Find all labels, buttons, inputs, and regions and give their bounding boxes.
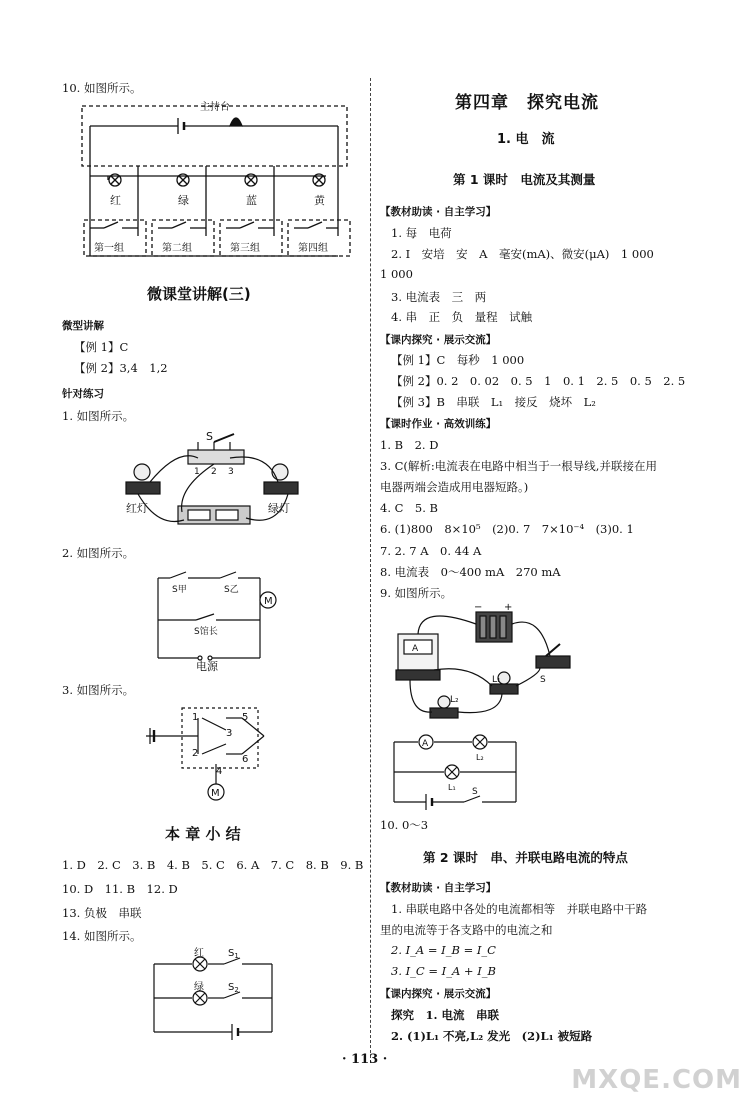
fig14-s2-sub: 2 (234, 986, 239, 994)
fig14-s2-main: S (228, 982, 235, 993)
fig9-minus: − (474, 602, 483, 613)
example-r3: 【例 3】B 串联 L₁ 接反 烧坏 L₂ (391, 395, 596, 409)
fig14-s2 (228, 982, 239, 994)
q10-label: 10. 如图所示。 (62, 81, 142, 95)
fig3-num-6: 6 (242, 754, 249, 765)
figure-practice-3 (146, 704, 276, 802)
fig10-color-3: 黄 (314, 194, 325, 207)
tag-in-class-1: 【课内探究 · 展示交流】 (380, 334, 497, 346)
fig1-num-3: 3 (228, 467, 234, 477)
homework-9: 9. 如图所示。 (380, 586, 453, 600)
fig9-plus: + (504, 602, 513, 613)
tag-self-study-1: 【教材助读 · 自主学习】 (380, 206, 497, 218)
fig2-motor: M (264, 596, 273, 607)
fig10-color-1: 绿 (178, 194, 189, 207)
column-divider (370, 78, 371, 1063)
fig9-ammeter: A (412, 644, 419, 654)
fig10-group-3: 第四组 (298, 243, 328, 254)
fig3-num-3: 3 (226, 728, 233, 739)
fig14-s1-sub: 1 (234, 952, 239, 960)
summary-line-1: 1. D 2. C 3. B 4. B 5. C 6. A 7. C 8. B 9. B (62, 858, 364, 872)
homework-4: 4. C 5. B (380, 501, 439, 515)
fig2-s1: S甲 (172, 585, 187, 595)
explore-2: 2. (1)L₁ 不亮,L₂ 发光 (2)L₁ 被短路 (391, 1029, 593, 1043)
section-title: 1. 电 流 (497, 132, 555, 147)
summary-line-3: 13. 负极 串联 (62, 906, 142, 920)
lesson-2-title: 第 2 课时 串、并联电路电流的特点 (423, 850, 628, 865)
practice-2: 2. 如图所示。 (62, 546, 135, 560)
micro-lecture-title: 微课堂讲解(三) (147, 285, 251, 303)
summary-line-4: 14. 如图所示。 (62, 929, 142, 943)
explore-1: 探究 1. 电流 串联 (391, 1008, 500, 1022)
homework-10: 10. 0～3 (380, 818, 429, 832)
practice-heading: 针对练习 (62, 388, 104, 400)
fig3-num-5: 5 (242, 712, 249, 723)
fig9b-l2: L₂ (476, 753, 484, 762)
tag-in-class-2: 【课内探究 · 展示交流】 (380, 988, 497, 1000)
tag-self-study-2: 【教材助读 · 自主学习】 (380, 882, 497, 894)
fig10-color-0: 红 (110, 194, 121, 207)
fig9-l1: L₁ (492, 675, 501, 685)
figure-q10-circuit (70, 96, 360, 266)
summary-line-2: 10. D 11. B 12. D (62, 882, 178, 896)
fig2-source: 电源 (196, 660, 218, 673)
example-r2: 【例 2】0. 2 0. 02 0. 5 1 0. 1 2. 5 0. 5 2. 5 (391, 374, 686, 388)
fig3-num-2: 2 (192, 748, 199, 759)
fig10-group-0: 第一组 (94, 243, 124, 254)
example-1: 【例 1】C (74, 340, 129, 354)
lesson-1-title: 第 1 课时 电流及其测量 (453, 172, 596, 187)
homework-7: 7. 2. 7 A 0. 44 A (380, 544, 482, 558)
fig9b-l1: L₁ (448, 783, 456, 792)
homework-8: 8. 电流表 0～400 mA 270 mA (380, 565, 561, 579)
fig3-num-1: 1 (192, 712, 199, 723)
fig14-green: 绿 (194, 982, 204, 993)
fig3-num-4: 4 (216, 766, 223, 777)
homework-3a: 3. C(解析:电流表在电路中相当于一根导线,并联接在用 (380, 459, 657, 473)
fig10-color-2: 蓝 (246, 194, 257, 207)
chapter-title: 第四章 探究电流 (455, 93, 599, 113)
fig9-s: S (540, 675, 546, 685)
figure-practice-1 (118, 428, 318, 536)
answer-2-1b: 里的电流等于各支路中的电流之和 (380, 923, 553, 937)
micro-heading: 微型讲解 (62, 320, 104, 332)
answer-2-2: 2. I_A = I_B = I_C (391, 943, 496, 957)
homework-3b: 电器两端会造成用电器短路。) (380, 480, 529, 494)
answer-1-1: 1. 每 电荷 (391, 226, 452, 240)
page-number: · 113 · (342, 1052, 388, 1067)
tag-homework-1: 【课时作业 · 高效训练】 (380, 418, 497, 430)
figure-practice-2 (130, 570, 290, 673)
fig14-red: 红 (194, 948, 204, 959)
fig9-l2: L₂ (450, 695, 459, 705)
fig9b-ammeter: A (422, 739, 429, 749)
fig1-s-label: S (206, 430, 213, 443)
watermark-logo: MXQE.COM (571, 1065, 742, 1095)
fig1-num-2: 2 (211, 467, 217, 477)
fig10-group-2: 第三组 (230, 243, 260, 254)
figure-homework-9 (390, 604, 580, 726)
fig10-title: 主持台 (200, 102, 230, 113)
fig2-s2: S乙 (224, 585, 239, 595)
example-2: 【例 2】3,4 1,2 (74, 361, 168, 375)
answer-1-2b: 1 000 (380, 267, 413, 281)
fig10-group-1: 第二组 (162, 243, 192, 254)
fig1-num-1: 1 (194, 467, 200, 477)
homework-6: 6. (1)800 8×10⁵ (2)0. 7 7×10⁻⁴ (3)0. 1 (380, 522, 634, 536)
example-r1: 【例 1】C 每秒 1 000 (391, 353, 525, 367)
fig14-s1-main: S (228, 948, 235, 959)
fig2-s3: S馆长 (194, 627, 218, 637)
fig1-green-lamp: 绿灯 (268, 502, 290, 515)
fig1-red-lamp: 红灯 (126, 502, 148, 515)
figure-homework-9-schematic (388, 732, 524, 808)
chapter-summary-title: 本 章 小 结 (165, 825, 241, 843)
answer-1-4: 4. 串 正 负 量程 试触 (391, 310, 533, 324)
practice-1: 1. 如图所示。 (62, 409, 135, 423)
homework-1: 1. B 2. D (380, 438, 439, 452)
fig14-s1 (228, 948, 239, 960)
answer-2-1a: 1. 串联电路中各处的电流都相等 并联电路中干路 (391, 902, 648, 916)
answer-1-3: 3. 电流表 三 两 (391, 290, 487, 304)
figure-summary-14 (148, 948, 278, 1036)
practice-3: 3. 如图所示。 (62, 683, 135, 697)
fig9b-s: S (472, 787, 478, 797)
answer-1-2: 2. I 安培 安 A 毫安(mA)、微安(μA) 1 000 (391, 247, 654, 261)
fig3-motor: M (211, 788, 220, 799)
answer-2-3: 3. I_C = I_A + I_B (391, 964, 496, 978)
